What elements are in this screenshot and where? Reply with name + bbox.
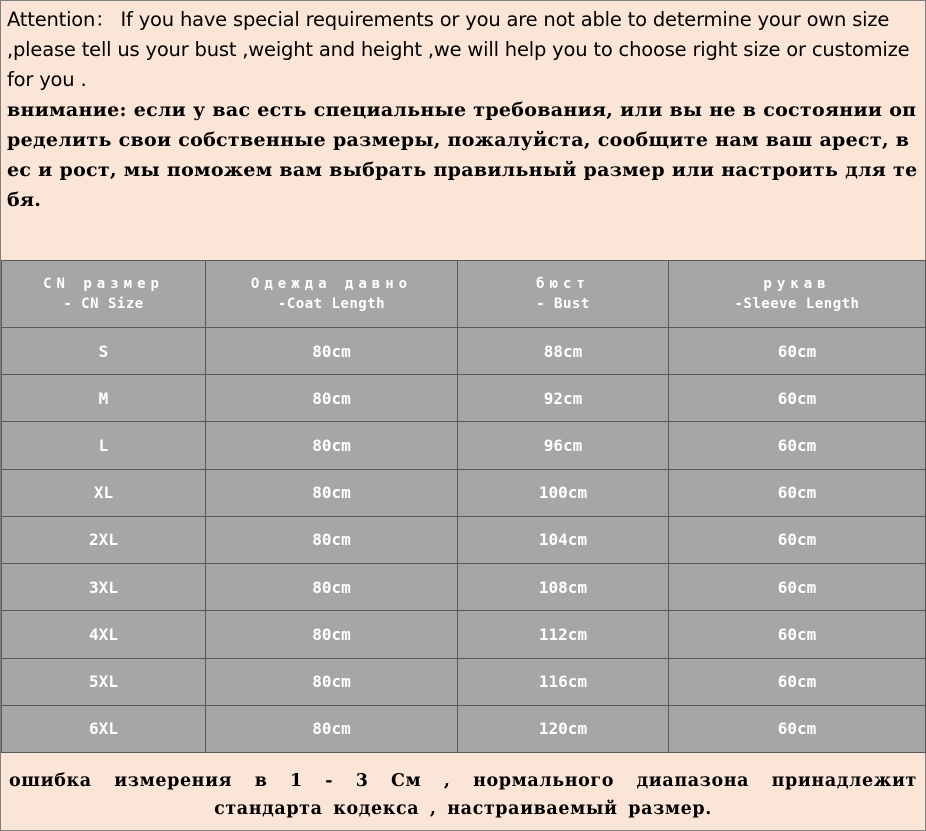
- cell-bust: 120cm: [458, 705, 669, 752]
- cell-coat-length: 80cm: [206, 564, 458, 611]
- table-row: [2, 564, 926, 611]
- cell-bust: 96cm: [458, 422, 669, 469]
- cell-sleeve-length: 60cm: [669, 328, 926, 375]
- cell-coat-length: 80cm: [206, 469, 458, 516]
- cell-sleeve-length: 60cm: [669, 705, 926, 752]
- cell-bust: 104cm: [458, 516, 669, 563]
- cell-coat-length: 80cm: [206, 516, 458, 563]
- cell-sleeve-length: 60cm: [669, 375, 926, 422]
- cell-bust: 88cm: [458, 328, 669, 375]
- cell-sleeve-length: 60cm: [669, 564, 926, 611]
- cell-coat-length: 80cm: [206, 328, 458, 375]
- header-sleeve-length: рукав -Sleeve Length: [669, 261, 926, 328]
- table-row: [2, 658, 926, 705]
- table-row: [2, 611, 926, 658]
- table-row: [2, 469, 926, 516]
- cell-coat-length: 80cm: [206, 422, 458, 469]
- cell-size: 5XL: [2, 658, 206, 705]
- attention-notice-russian: внимание: если у вас есть специальные требования, или вы не в состоянии определить свои собственные размеры, пожалуйста, сообщите нам ваш арест, вес и рост, мы поможем вам выбрать правильный размер или настроить для тебя.: [7, 99, 918, 211]
- cell-sleeve-length: 60cm: [669, 422, 926, 469]
- cell-size: S: [2, 328, 206, 375]
- cell-size: 2XL: [2, 516, 206, 563]
- cell-size: 4XL: [2, 611, 206, 658]
- cell-sleeve-length: 60cm: [669, 658, 926, 705]
- cell-size: L: [2, 422, 206, 469]
- attention-notice: [1, 1, 925, 260]
- cell-bust: 112cm: [458, 611, 669, 658]
- cell-size: 6XL: [2, 705, 206, 752]
- cell-size: 3XL: [2, 564, 206, 611]
- table-row: [2, 705, 926, 752]
- cell-coat-length: 80cm: [206, 658, 458, 705]
- cell-bust: 116cm: [458, 658, 669, 705]
- measurement-error-notice: ошибка измерения в 1 - 3 См , нормального диапазона принадлежит стандарта кодекса , настраиваемый размер.: [9, 771, 917, 819]
- cell-size: M: [2, 375, 206, 422]
- cell-sleeve-length: 60cm: [669, 611, 926, 658]
- cell-coat-length: 80cm: [206, 611, 458, 658]
- table-row: [2, 328, 926, 375]
- cell-bust: 108cm: [458, 564, 669, 611]
- cell-size: XL: [2, 469, 206, 516]
- cell-coat-length: 80cm: [206, 375, 458, 422]
- table-row: [2, 516, 926, 563]
- table-row: [2, 375, 926, 422]
- cell-coat-length: 80cm: [206, 705, 458, 752]
- size-table: [1, 260, 926, 753]
- cell-bust: 100cm: [458, 469, 669, 516]
- cell-bust: 92cm: [458, 375, 669, 422]
- attention-notice-english: Attention： If you have special requirements or you are not able to determine your own size ,please tell us your bust ,weight and height ,we will help you to choose right size or customize for you .: [7, 8, 910, 91]
- header-bust: бюст - Bust: [458, 261, 669, 328]
- cell-sleeve-length: 60cm: [669, 516, 926, 563]
- table-row: [2, 422, 926, 469]
- size-table-header-row: [2, 261, 926, 328]
- cell-sleeve-length: 60cm: [669, 469, 926, 516]
- header-coat-length: Одежда давно -Coat Length: [206, 261, 458, 328]
- header-size: CN размер - CN Size: [2, 261, 206, 328]
